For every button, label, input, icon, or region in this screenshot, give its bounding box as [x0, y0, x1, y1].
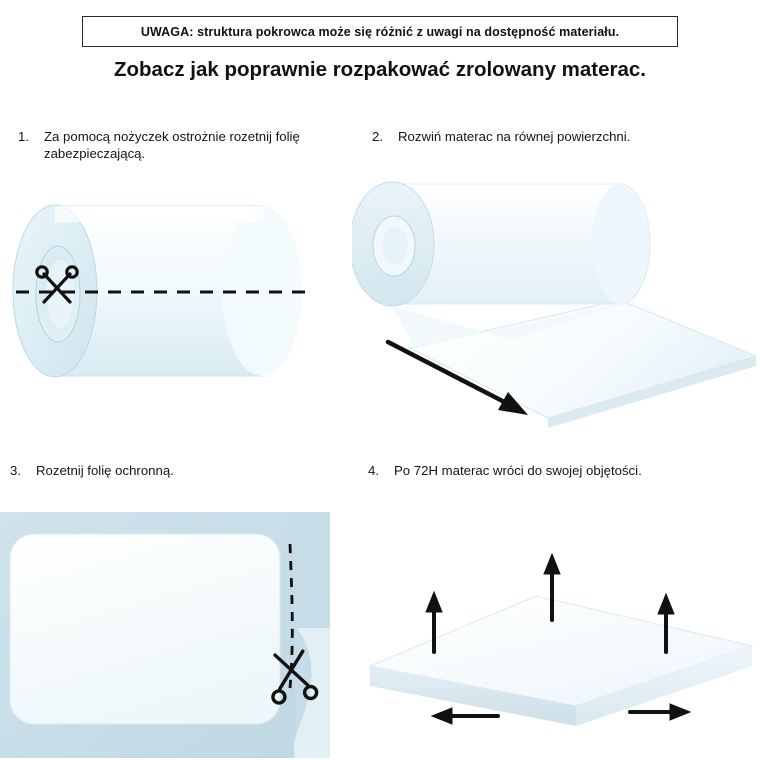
step-3 — [10, 462, 340, 479]
step-1-label: Za pomocą nożyczek ostrożnie rozetnij folię zabezpieczającą. — [44, 129, 300, 162]
expanded-mattress-illustration — [348, 520, 760, 750]
step-4 — [368, 462, 728, 479]
figure-rolled-mattress — [0, 176, 340, 406]
step-1 — [18, 128, 348, 163]
figure-unrolling-mattress — [352, 170, 760, 430]
step-4-label: Po 72H materac wróci do swojej objętości. — [394, 463, 642, 478]
notice-text: UWAGA: struktura pokrowca może się różnić z uwagi na dostępność materiału. — [140, 24, 620, 39]
rolled-mattress-illustration — [0, 176, 340, 406]
step-2-number: 2. — [372, 129, 383, 144]
step-2 — [372, 128, 722, 145]
figure-expanded-mattress — [348, 520, 760, 750]
step-4-number: 4. — [368, 463, 379, 478]
step-3-label: Rozetnij folię ochronną. — [36, 463, 174, 478]
step-3-caption — [10, 462, 340, 479]
step-1-number: 1. — [18, 129, 29, 144]
step-2-label: Rozwiń materac na równej powierzchni. — [398, 129, 631, 144]
notice-banner — [82, 16, 678, 47]
step-3-number: 3. — [10, 463, 21, 478]
step-1-caption — [18, 128, 348, 163]
page-title: Zobacz jak poprawnie rozpakować zrolowany materac. — [113, 58, 647, 81]
foil-sheet-illustration — [0, 508, 340, 758]
unrolling-mattress-illustration — [352, 170, 760, 430]
figure-foil-sheet — [0, 508, 340, 758]
step-2-caption — [372, 128, 722, 145]
step-4-caption — [368, 462, 728, 479]
